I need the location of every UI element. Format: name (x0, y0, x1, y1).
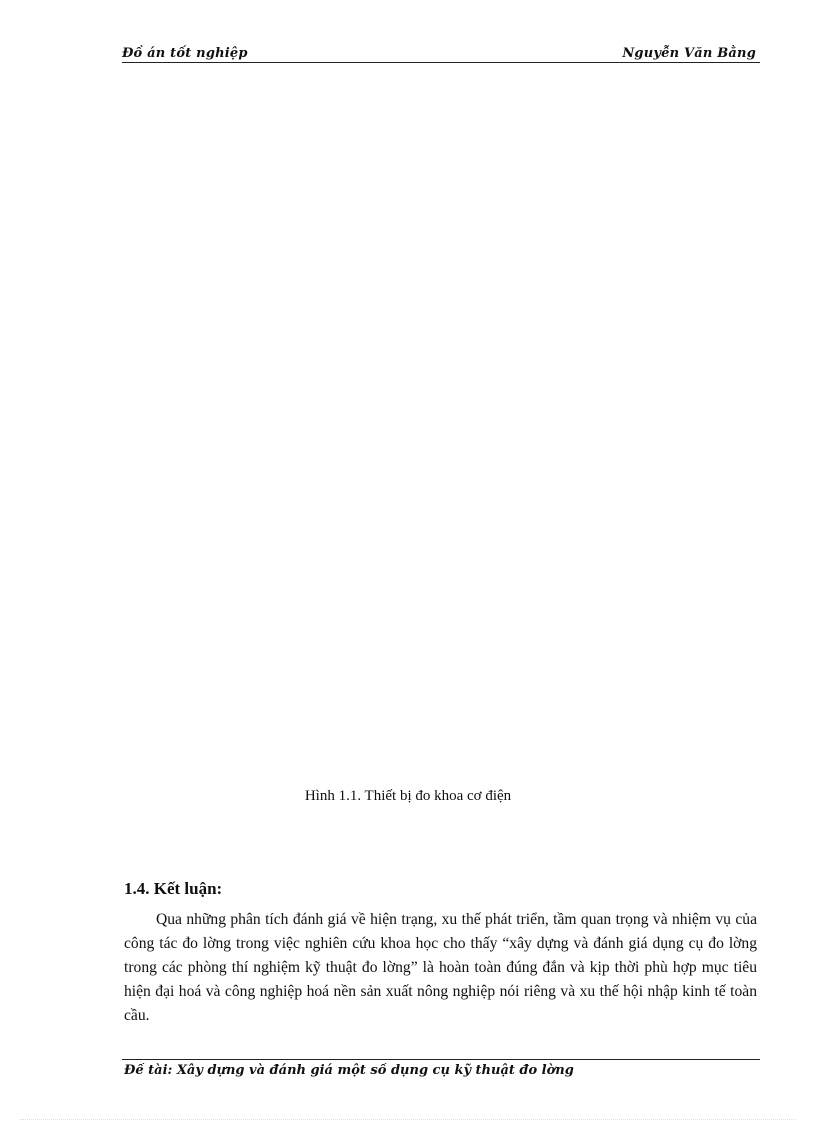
header-author: Nguyễn Văn Bằng (622, 46, 756, 61)
header-title: Đồ án tốt nghiệp (122, 46, 248, 61)
figure-image-area (122, 80, 760, 780)
page-edge (20, 1119, 796, 1120)
page-header (122, 44, 760, 63)
body-paragraph (124, 908, 757, 1028)
paragraph-text: Qua những phân tích đánh giá về hiện trạng, xu thế phát triển, tầm quan trọng và nhiệm vụ của công tác đo lờng trong việc nghiên cứu khoa học cho thấy “xây dựng và đánh giá dụng cụ đo lờng trong các phòng thí nghiệm kỹ thuật đo lờng” là hoàn toàn đúng đắn và kịp thời phù hợp mục tiêu hiện đại hoá và công nghiệp hoá nền sản xuất nông nghiệp nói riêng và xu thế hội nhập kinh tế toàn cầu. (124, 911, 757, 1024)
page-footer: Đề tài: Xây dựng và đánh giá một số dụng cụ kỹ thuật đo lờng (124, 1063, 574, 1078)
section-heading: 1.4. Kết luận: (124, 879, 223, 898)
footer-divider (122, 1059, 760, 1060)
figure-caption: Hình 1.1. Thiết bị đo khoa cơ điện (304, 788, 512, 804)
